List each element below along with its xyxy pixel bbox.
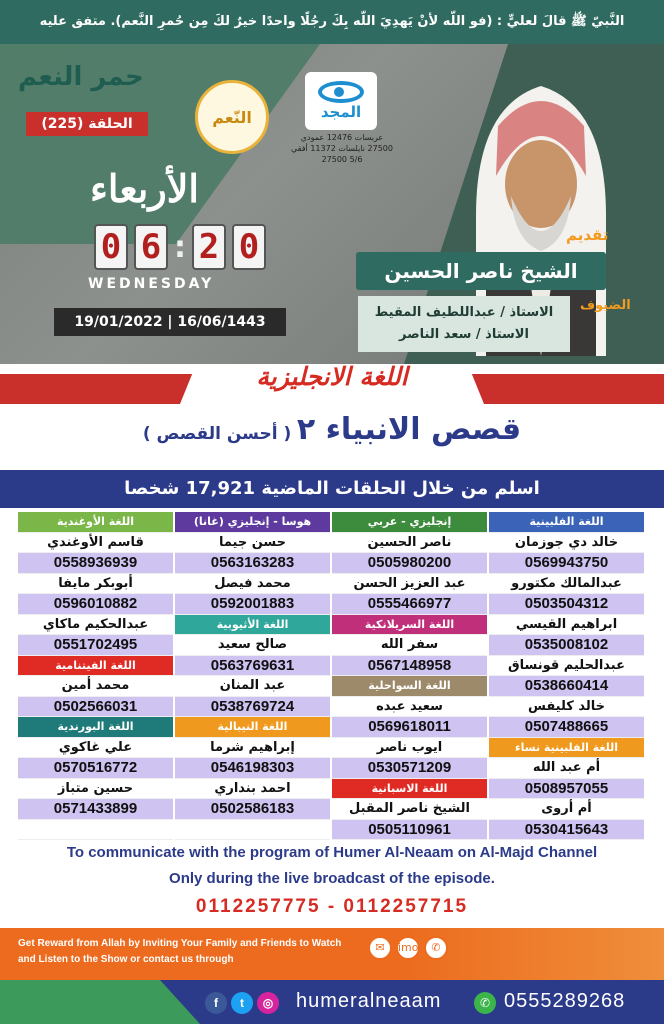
phone-cell[interactable]: 0563163283 bbox=[175, 553, 330, 574]
table-column bbox=[175, 512, 330, 840]
topic-main: قصص الانبياء ٢ bbox=[296, 412, 522, 447]
phone-cell[interactable]: 0546198303 bbox=[175, 758, 330, 779]
language-header: اللغة السريلانكية bbox=[332, 615, 487, 636]
majd-eye-icon bbox=[318, 81, 364, 103]
social-handle[interactable]: humeralneaam bbox=[296, 990, 442, 1012]
social-icons bbox=[205, 992, 279, 1014]
language-header: إنجليزي - عربي bbox=[332, 512, 487, 533]
phone-cell[interactable]: 0570516772 bbox=[18, 758, 173, 779]
phone-cell[interactable]: 0502586183 bbox=[175, 799, 330, 820]
satellite-frequency: عربسات 12476 عمودي 27500 نايلسات 11372 أفقي 5/6 27500 bbox=[291, 133, 393, 164]
neaam-logo: النّعم bbox=[195, 80, 269, 154]
name-cell: علي غاكوي bbox=[18, 738, 173, 759]
name-cell: ايوب ناصر bbox=[332, 738, 487, 759]
clock-colon: : bbox=[174, 229, 186, 265]
phone-cell[interactable]: 0502566031 bbox=[18, 697, 173, 718]
show-title: حمر النعم bbox=[18, 62, 144, 92]
name-cell: عبدالمالك مكتورو bbox=[489, 574, 644, 595]
contact-icons bbox=[368, 936, 448, 960]
broadcast-clock bbox=[94, 224, 266, 270]
name-cell: الشيخ ناصر المقبل bbox=[332, 799, 487, 820]
name-cell: حسن جيما bbox=[175, 533, 330, 554]
table-column bbox=[489, 512, 644, 840]
episode-badge: الحلقة (225) bbox=[26, 112, 148, 136]
language-header: اللغة الاسبانية bbox=[332, 779, 487, 800]
language-header: اللغة البورندية bbox=[18, 717, 173, 738]
phone-cell[interactable]: 0507488665 bbox=[489, 717, 644, 738]
name-cell: محمد أمين bbox=[18, 676, 173, 697]
table-column bbox=[332, 512, 487, 840]
contact-line-2: Only during the live broadcast of the episode. bbox=[169, 870, 495, 887]
day-english: WEDNESDAY bbox=[88, 276, 215, 292]
instagram-icon[interactable]: ◎ bbox=[257, 992, 279, 1014]
guest-name: الاستاذ / سعد الناصر bbox=[399, 327, 529, 342]
language-header: اللغة الفلبينية نساء bbox=[489, 738, 644, 759]
clock-digit: 2 bbox=[192, 224, 226, 270]
whatsapp-icon[interactable]: ✆ bbox=[424, 936, 448, 960]
broadcast-dates: 19/01/2022 | 16/06/1443 bbox=[54, 308, 286, 336]
name-cell: محمد فيصل bbox=[175, 574, 330, 595]
contacts-table bbox=[18, 512, 644, 840]
language-header: هوسا - إنجليزي (غانا) bbox=[175, 512, 330, 533]
phone-cell[interactable]: 0567148958 bbox=[332, 656, 487, 677]
name-cell: عبد العزيز الحسن bbox=[332, 574, 487, 595]
clock-digit: 0 bbox=[94, 224, 128, 270]
whatsapp-number[interactable]: 0555289268 bbox=[504, 990, 626, 1012]
guests-label: الضيوف bbox=[580, 298, 631, 313]
phone-cell[interactable]: 0596010882 bbox=[18, 594, 173, 615]
phone-cell[interactable]: 0508957055 bbox=[489, 779, 644, 800]
empty-cell bbox=[18, 820, 173, 841]
language-header: اللغة النيبالية bbox=[175, 717, 330, 738]
whatsapp-icon[interactable]: ✆ bbox=[474, 992, 496, 1014]
language-header: اللغة السواحلية bbox=[332, 676, 487, 697]
phone-cell[interactable]: 0551702495 bbox=[18, 635, 173, 656]
name-cell: ابراهيم القيسي bbox=[489, 615, 644, 636]
phone-cell[interactable]: 0503504312 bbox=[489, 594, 644, 615]
bottom-green-accent bbox=[0, 980, 200, 1024]
language-header: اللغة الأثيوبية bbox=[175, 615, 330, 636]
name-cell: خالد كليفس bbox=[489, 697, 644, 718]
contact-line-1: To communicate with the program of Humer Al-Neaam on Al-Majd Channel bbox=[66, 844, 598, 861]
messenger-icon[interactable]: ✉ bbox=[368, 936, 392, 960]
phone-cell[interactable]: 0569943750 bbox=[489, 553, 644, 574]
name-cell: قاسم الأوغندي bbox=[18, 533, 173, 554]
hotline-numbers[interactable]: 0112257775 - 0112257715 bbox=[195, 896, 469, 917]
phone-cell[interactable]: 0563769631 bbox=[175, 656, 330, 677]
hadith-banner: النَّبيّ ﷺ قالَ لعليٍّ : (فو اللّه لأنْ يَهدِيَ اللّه بِكَ رجُلًا واحدًا خيرٌ لكَ مِن حُمرِ النَّعم). متفق عليه bbox=[0, 0, 664, 44]
phone-cell[interactable]: 0505980200 bbox=[332, 553, 487, 574]
phone-cell[interactable]: 0592001883 bbox=[175, 594, 330, 615]
topic-sub: ( أحسن القصص ) bbox=[142, 424, 292, 444]
phone-cell[interactable]: 0530415643 bbox=[489, 820, 644, 841]
converts-count: اسلم من خلال الحلقات الماضية 17,921 شخصا bbox=[0, 470, 664, 508]
phone-cell[interactable]: 0538660414 bbox=[489, 676, 644, 697]
twitter-icon[interactable]: t bbox=[231, 992, 253, 1014]
imo-icon[interactable]: imo bbox=[396, 936, 420, 960]
guest-name: الاستاذ / عبداللطيف المقيط bbox=[374, 305, 554, 320]
subject-title: اللغة الانجليزية bbox=[256, 362, 408, 391]
name-cell: سفر الله bbox=[332, 635, 487, 656]
name-cell: عبدالحكيم ماكاي bbox=[18, 615, 173, 636]
topic-title bbox=[0, 412, 664, 447]
name-cell: عبد المنان bbox=[175, 676, 330, 697]
phone-cell[interactable]: 0558936939 bbox=[18, 553, 173, 574]
name-cell: إبراهيم شرما bbox=[175, 738, 330, 759]
name-cell: عبدالحليم قونساق bbox=[489, 656, 644, 677]
empty-cell bbox=[175, 820, 330, 841]
guests-box bbox=[358, 296, 570, 352]
majd-logo-text: المجد bbox=[320, 103, 362, 121]
name-cell: احمد بنداري bbox=[175, 779, 330, 800]
reward-text: Get Reward from Allah by Inviting Your Family and Friends to Watch and Listen to the Show or contact us through bbox=[18, 938, 342, 965]
language-header: اللغة الفلبينية bbox=[489, 512, 644, 533]
phone-cell[interactable]: 0555466977 bbox=[332, 594, 487, 615]
language-header: اللغة الفيتنامية bbox=[18, 656, 173, 677]
name-cell: أم أروى bbox=[489, 799, 644, 820]
table-column bbox=[18, 512, 173, 840]
clock-digit: 6 bbox=[134, 224, 168, 270]
name-cell: خالد دي جوزمان bbox=[489, 533, 644, 554]
present-label: تقديم bbox=[566, 226, 609, 244]
phone-cell[interactable]: 0530571209 bbox=[332, 758, 487, 779]
phone-cell[interactable]: 0535008102 bbox=[489, 635, 644, 656]
name-cell: أبوبكر مايفا bbox=[18, 574, 173, 595]
phone-cell[interactable]: 0505110961 bbox=[332, 820, 487, 841]
facebook-icon[interactable]: f bbox=[205, 992, 227, 1014]
name-cell: حسين متباز bbox=[18, 779, 173, 800]
phone-cell[interactable]: 0538769724 bbox=[175, 697, 330, 718]
name-cell: سعيد عبده bbox=[332, 697, 487, 718]
phone-cell[interactable]: 0569618011 bbox=[332, 717, 487, 738]
phone-cell[interactable]: 0571433899 bbox=[18, 799, 173, 820]
name-cell: أم عبد الله bbox=[489, 758, 644, 779]
host-name: الشيخ ناصر الحسين bbox=[356, 252, 606, 290]
day-arabic: الأربعاء bbox=[90, 166, 199, 211]
clock-digit: 0 bbox=[232, 224, 266, 270]
name-cell: صالح سعيد bbox=[175, 635, 330, 656]
name-cell: ناصر الحسين bbox=[332, 533, 487, 554]
majd-logo bbox=[305, 72, 377, 130]
language-header: اللغة الأوغندية bbox=[18, 512, 173, 533]
